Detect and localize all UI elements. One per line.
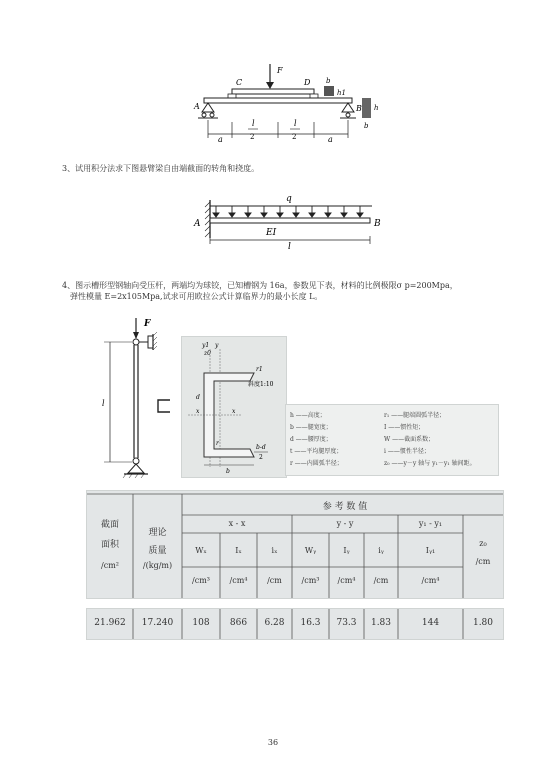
label-B: B: [356, 104, 362, 113]
label-C: C: [236, 78, 243, 87]
label-z0: z0: [204, 350, 211, 357]
dim-l1: l: [252, 119, 255, 128]
label-D: D: [304, 78, 311, 87]
unit-Iy: /cm⁴: [337, 576, 356, 585]
channel-section-icon: [156, 398, 172, 414]
legend-t: t ——平均腿厚度；: [290, 448, 343, 455]
label-h1: h1: [337, 89, 346, 97]
problem-4-line-1: 4、图示槽形型钢轴向受压杆，两端均为球铰，已知槽钢为 16a，参数见下表，材料的比例极限σ p=200Mpa，: [62, 281, 458, 290]
label-A: A: [194, 102, 200, 111]
label-two: 2: [259, 454, 263, 461]
legend-d: d ——腰厚度；: [290, 436, 332, 443]
label-y1: y1: [202, 342, 210, 349]
group-x-x: x - x: [228, 519, 246, 528]
table-title: 参 考 数 值: [322, 502, 368, 512]
label-b2: b: [364, 122, 369, 130]
label-B: B: [374, 219, 381, 229]
value-Ix: 866: [229, 618, 248, 628]
unit-Wy: /cm³: [301, 576, 320, 585]
unit-Wx: /cm³: [192, 576, 210, 585]
col-Wx: Wₓ: [195, 546, 207, 555]
label-x: x: [196, 408, 200, 415]
z0-unit: /cm: [475, 557, 491, 566]
col-iy: iᵧ: [378, 546, 384, 555]
value-Iy1: 144: [421, 618, 440, 628]
label-bd: b-d: [256, 444, 266, 451]
problem-4-text: [62, 280, 540, 302]
label-b1: b: [326, 77, 331, 85]
label-d: d: [196, 394, 200, 401]
dim-l2: l: [294, 119, 297, 128]
label-h: h: [374, 104, 379, 112]
reference-table-header: [86, 490, 504, 599]
label-q: q: [286, 194, 292, 204]
label-b: b: [226, 468, 230, 475]
group-y1-y1: y₁ - y₁: [418, 519, 443, 528]
area-label-2: 面积: [100, 540, 119, 550]
label-slope: 斜度1:10: [248, 381, 274, 388]
label-x2: x: [232, 408, 236, 415]
unit-Iy1: /cm⁴: [421, 576, 440, 585]
mass-label-1: 理论: [148, 528, 167, 538]
value-area: 21.962: [94, 618, 126, 628]
col-Iy1: Iᵧ₁: [425, 546, 436, 555]
value-mass: 17.240: [141, 618, 174, 628]
value-ix: 6.28: [264, 618, 285, 628]
label-F: F: [277, 66, 283, 75]
label-r1: r1: [256, 366, 263, 373]
label-A: A: [194, 219, 201, 229]
label-r: r: [216, 440, 219, 447]
value-z0: 1.80: [472, 618, 494, 628]
page-number: 36: [267, 738, 279, 747]
label-EI: EI: [266, 228, 277, 238]
dim-den2: 2: [292, 133, 297, 141]
label-y: y: [215, 342, 219, 349]
col-Iy: Iᵧ: [343, 546, 350, 555]
beam-figure-1: [190, 62, 390, 148]
cantilever-figure: [190, 192, 390, 252]
value-Iy: 73.3: [336, 618, 357, 628]
symbol-legend-photo: [285, 404, 499, 476]
dim-a-left: a: [218, 135, 223, 144]
mass-label-2: 质量: [148, 546, 167, 556]
area-label-1: 截面: [100, 520, 119, 530]
col-ix: iₓ: [271, 546, 278, 555]
channel-section-photo: [181, 336, 287, 478]
unit-iy: /cm: [373, 576, 389, 585]
dim-a-right: a: [328, 135, 333, 144]
unit-ix: /cm: [267, 576, 282, 585]
legend-b: b ——腿宽度；: [290, 424, 332, 431]
value-iy: 1.83: [370, 618, 392, 628]
label-l: l: [102, 399, 105, 408]
reference-table-values: [86, 608, 504, 640]
value-Wx: 108: [192, 618, 210, 628]
legend-h: h ——高度；: [290, 412, 326, 419]
problem-3-text: 3、试用积分法求下图悬臂梁自由端截面的转角和挠度。: [62, 164, 260, 173]
group-y-y: y - y: [336, 519, 354, 528]
col-Ix: Iₓ: [235, 546, 242, 555]
z0-label: z₀: [479, 539, 487, 548]
label-F: F: [144, 319, 151, 329]
label-l: l: [288, 242, 291, 252]
dim-den1: 2: [250, 133, 255, 141]
legend-z0: z₀ ——y－y 轴与 y₁－y₁ 轴间距。: [384, 460, 476, 467]
area-label-3: /cm²: [101, 561, 119, 570]
mass-label-3: /(kg/m): [142, 561, 173, 570]
legend-r1: r₁ ——腿端圆弧半径；: [384, 412, 446, 419]
legend-i: i ——惯性半径；: [384, 448, 430, 455]
problem-4-line-2: 弹性模量 E=2x105Mpa,试求可用欧拉公式计算临界力的最小长度 L。: [70, 292, 323, 301]
unit-Ix: /cm⁴: [229, 576, 248, 585]
value-Wy: 16.3: [300, 618, 321, 628]
col-Wy: Wᵧ: [304, 546, 317, 555]
legend-W: W ——截面系数；: [384, 436, 435, 443]
legend-I: I ——惯性矩；: [384, 424, 425, 431]
column-figure: [96, 316, 180, 478]
legend-r: r ——内圆弧半径；: [290, 460, 343, 467]
